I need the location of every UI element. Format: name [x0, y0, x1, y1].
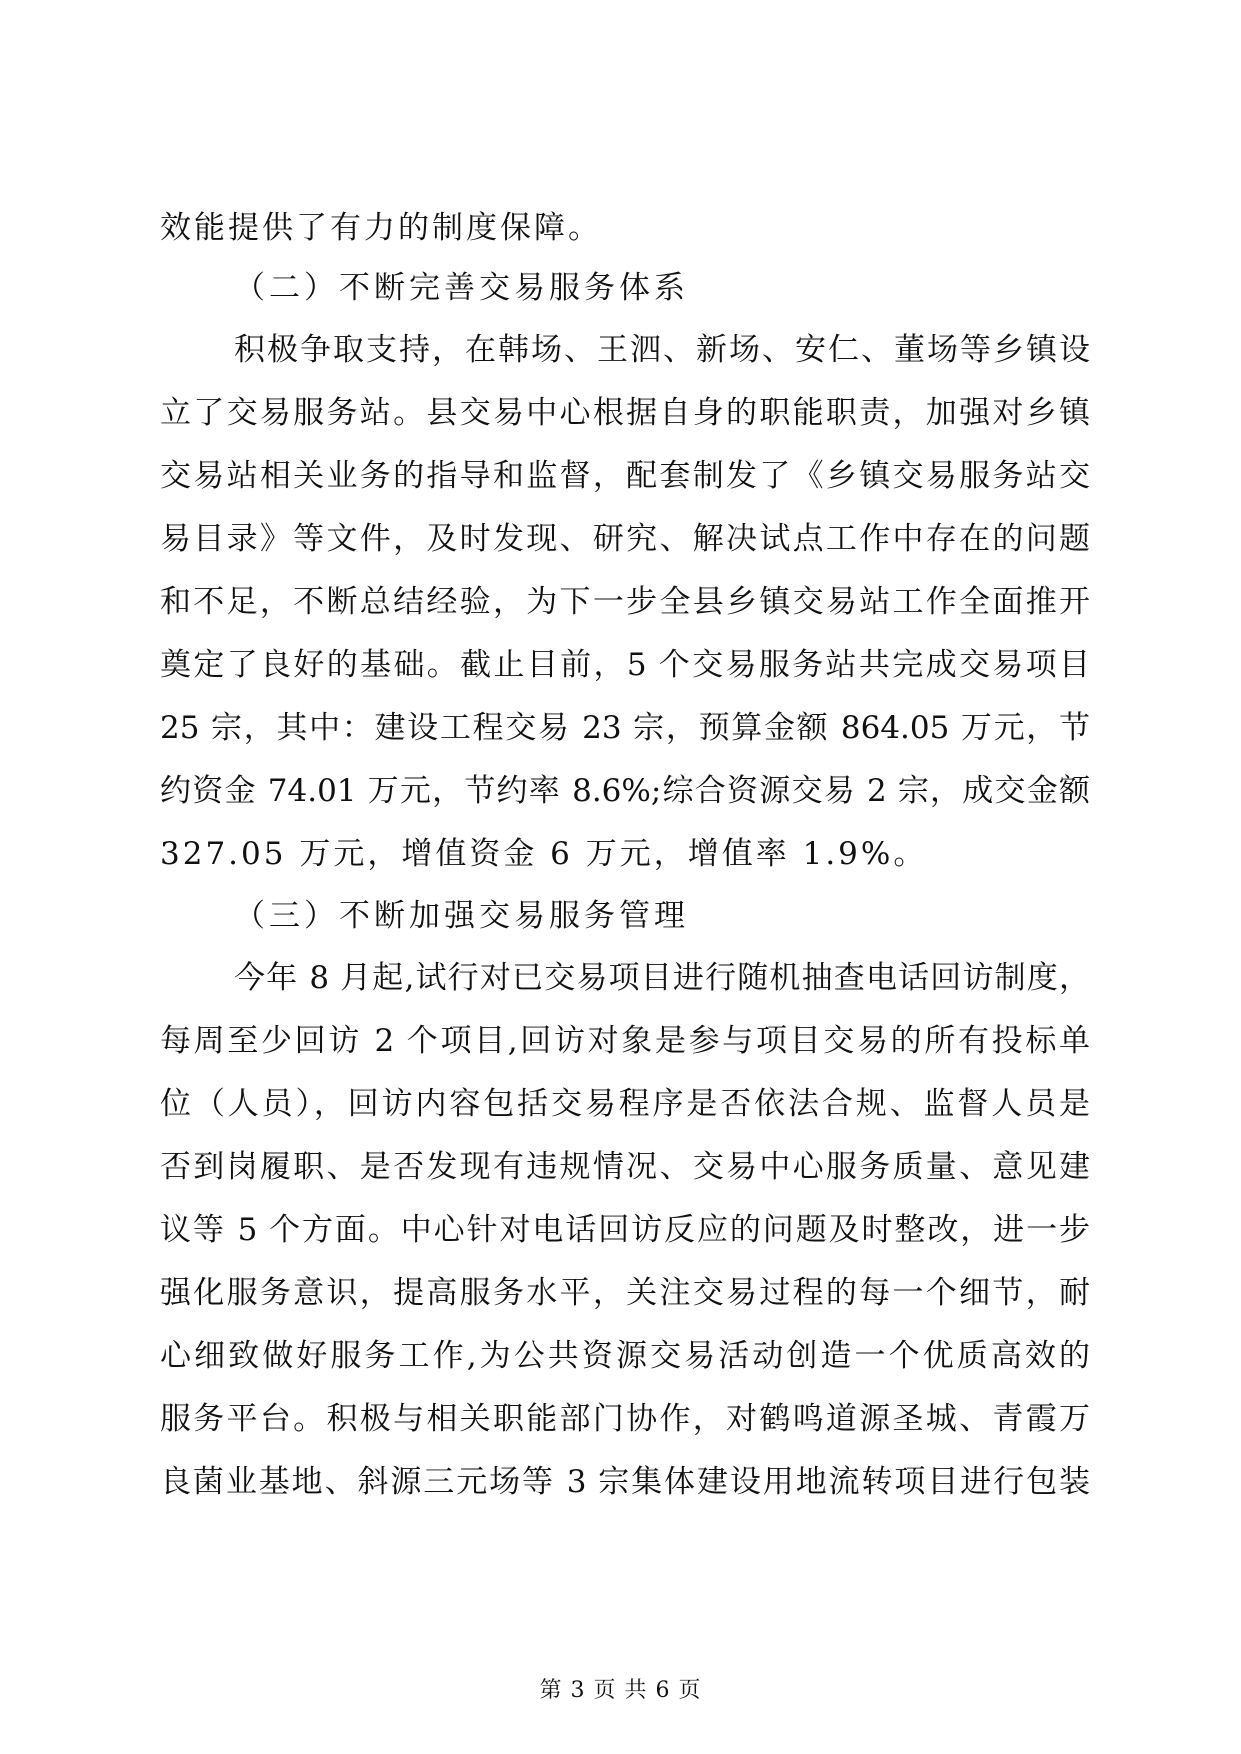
paragraph-line: 今年 8 月起,试行对已交易项目进行随机抽查电话回访制度， [234, 960, 1090, 996]
paragraph-line: 服务平台。积极与相关职能部门协作，对鹤鸣道源圣城、青霞万 [160, 1401, 1090, 1437]
page-number-footer: 第 3 页 共 6 页 [539, 1678, 702, 1703]
paragraph-line: 积极争取支持，在韩场、王泗、新场、安仁、董场等乡镇设 [234, 332, 1090, 368]
paragraph-line: 强化服务意识，提高服务水平，关注交易过程的每一个细节，耐 [160, 1275, 1090, 1311]
paragraph-line: 易目录》等文件，及时发现、研究、解决试点工作中存在的问题 [160, 521, 1090, 557]
section-heading: （三）不断加强交易服务管理 [234, 898, 689, 934]
paragraph-line: 327.05 万元，增值资金 6 万元，增值率 1.9%。 [160, 836, 928, 872]
paragraph-line: 否到岗履职、是否发现有违规情况、交易中心服务质量、意见建 [160, 1149, 1090, 1185]
paragraph-line: 良菌业基地、斜源三元场等 3 宗集体建设用地流转项目进行包装 [160, 1464, 1090, 1500]
paragraph-line: 心细致做好服务工作,为公共资源交易活动创造一个优质高效的 [160, 1338, 1090, 1374]
paragraph-line: 位（人员），回访内容包括交易程序是否依法合规、监督人员是 [160, 1086, 1090, 1122]
paragraph-line: 每周至少回访 2 个项目,回访对象是参与项目交易的所有投标单 [160, 1023, 1090, 1059]
paragraph-line: 约资金 74.01 万元，节约率 8.6%;综合资源交易 2 宗，成交金额 [160, 773, 1090, 809]
paragraph-line: 立了交易服务站。县交易中心根据自身的职能职责，加强对乡镇 [160, 395, 1090, 431]
paragraph-line: 交易站相关业务的指导和监督，配套制发了《乡镇交易服务站交 [160, 458, 1090, 494]
paragraph-line: 和不足，不断总结经验，为下一步全县乡镇交易站工作全面推开 [160, 584, 1090, 620]
paragraph-line: 奠定了良好的基础。截止目前，5 个交易服务站共完成交易项目 [160, 647, 1090, 683]
paragraph-line: 25 宗，其中：建设工程交易 23 宗，预算金额 864.05 万元，节 [160, 710, 1090, 746]
paragraph-line: 效能提供了有力的制度保障。 [160, 210, 602, 246]
section-heading: （二）不断完善交易服务体系 [234, 270, 689, 306]
paragraph-line: 议等 5 个方面。中心针对电话回访反应的问题及时整改，进一步 [160, 1212, 1090, 1248]
